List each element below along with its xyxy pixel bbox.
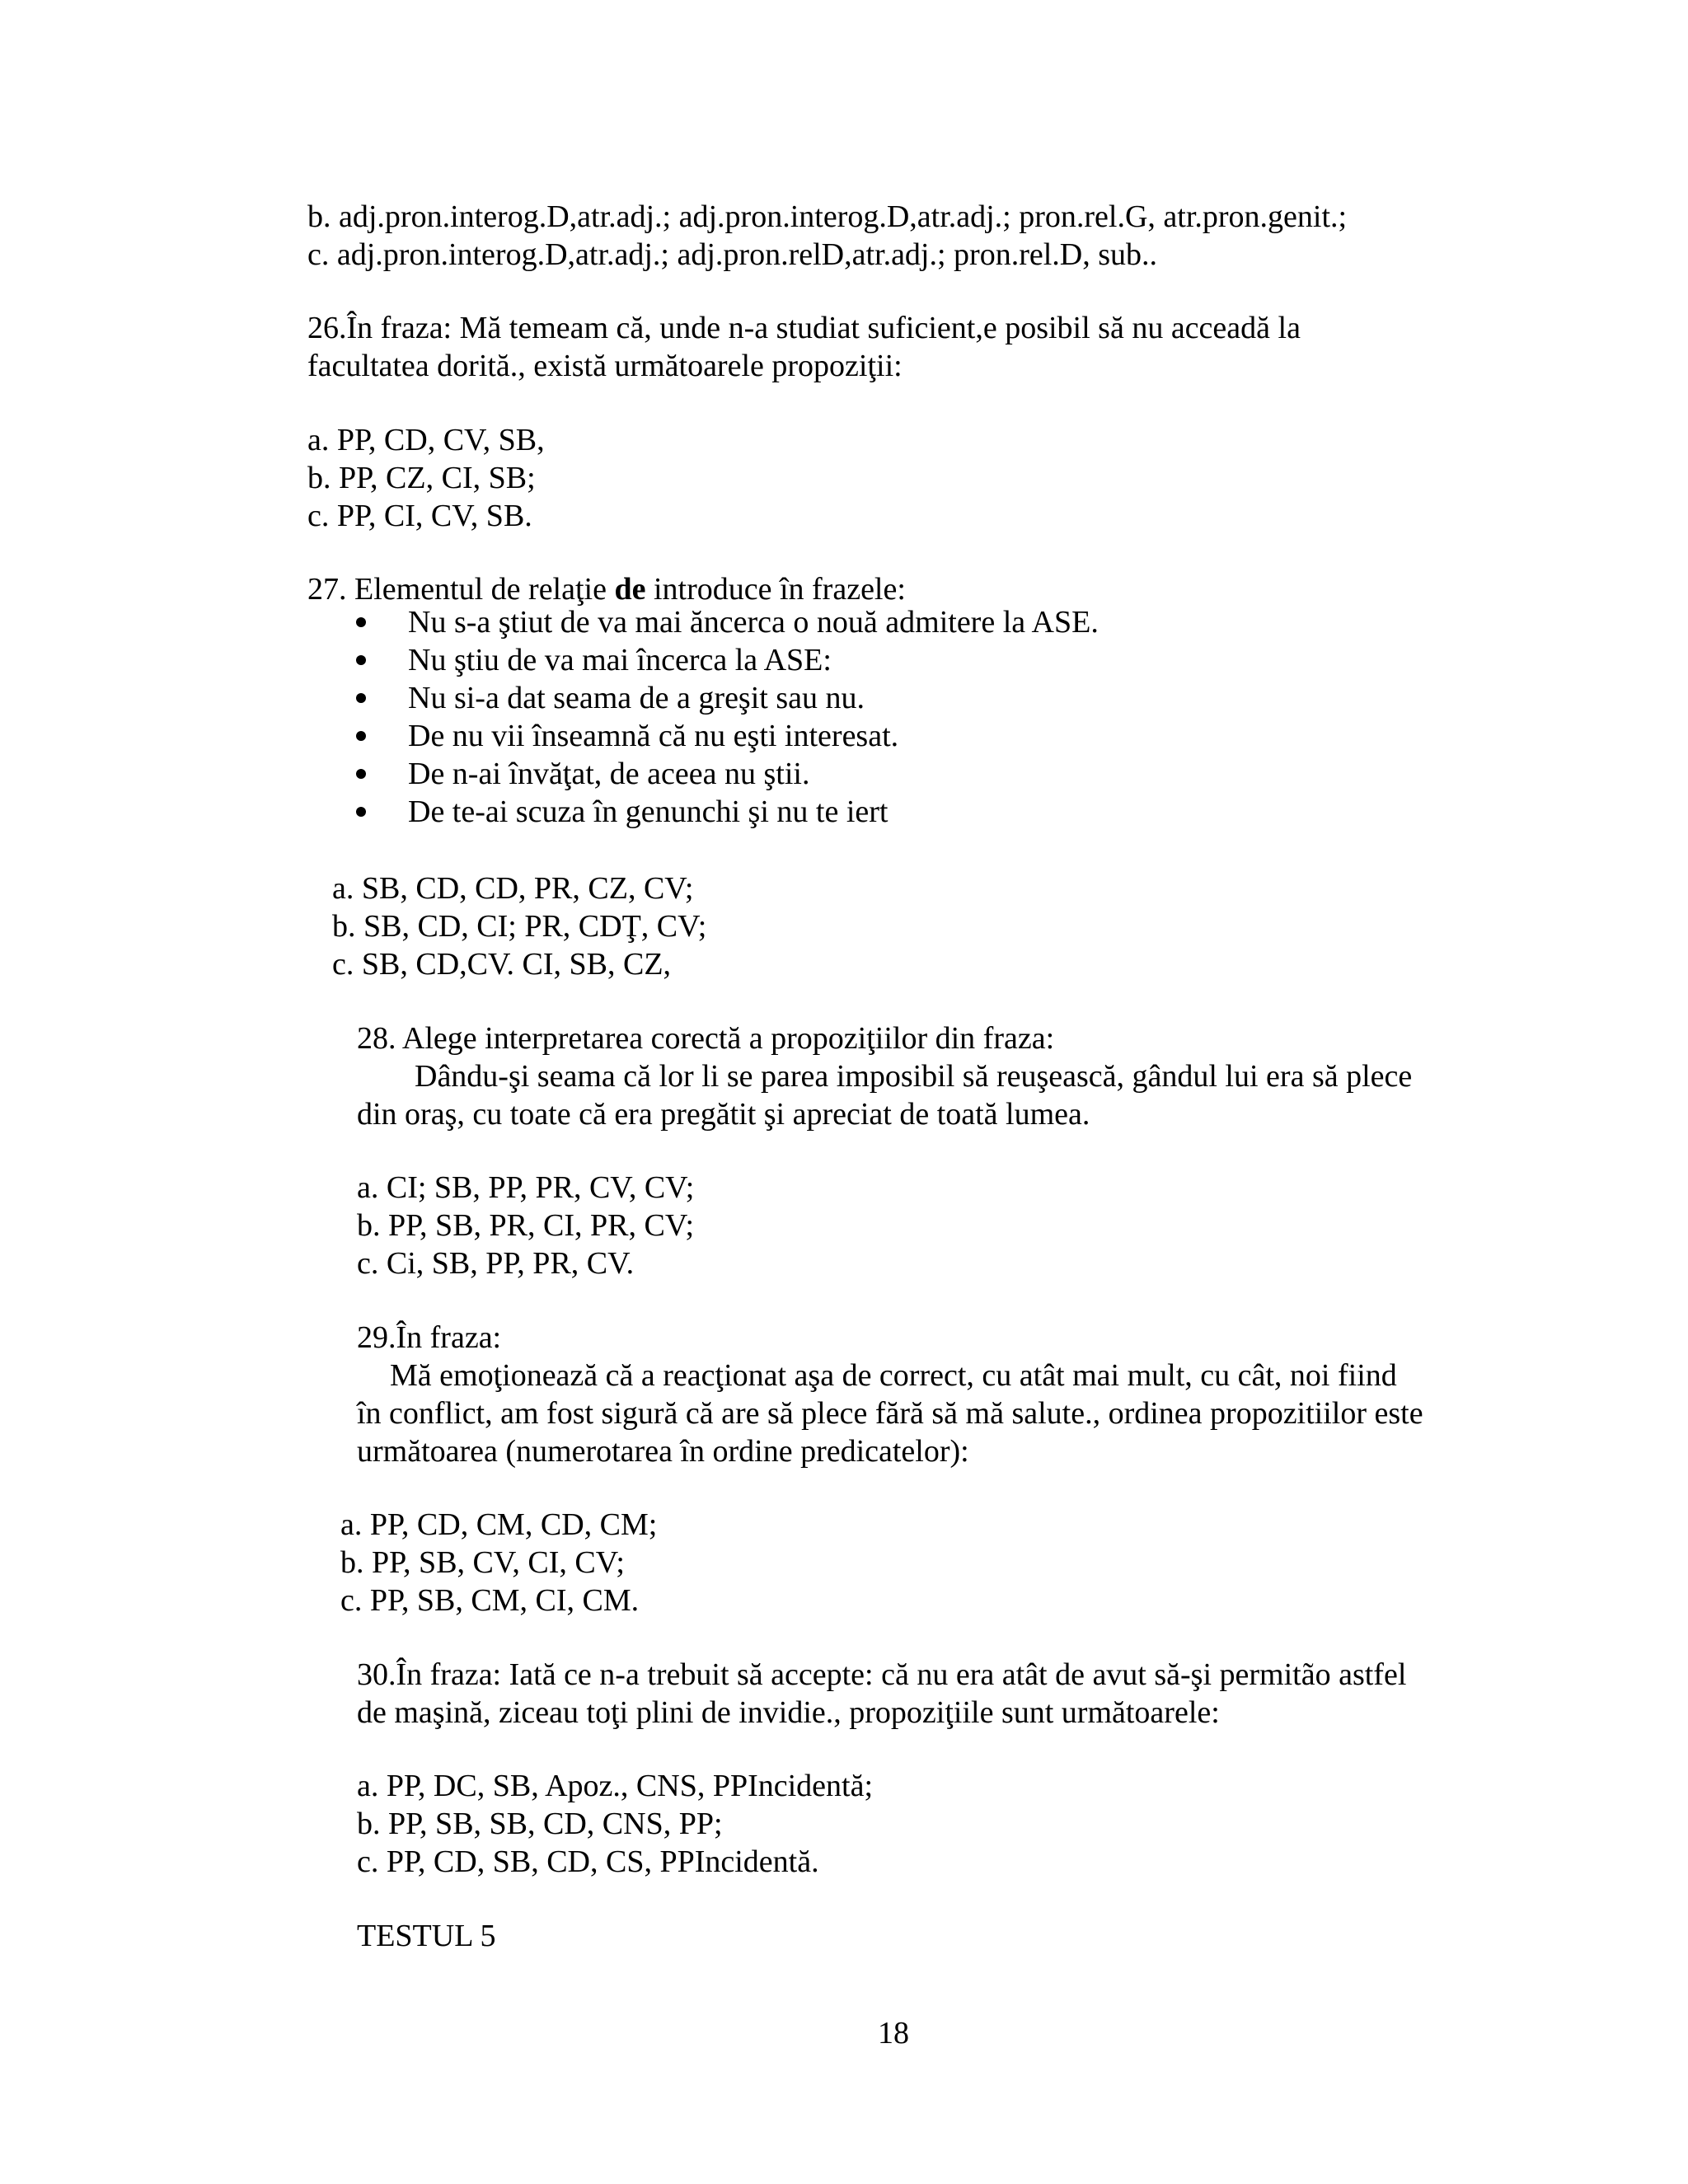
- q30-option-c: c. PP, CD, SB, CD, CS, PPIncidentă.: [357, 1844, 819, 1879]
- q30-option-a: a. PP, DC, SB, Apoz., CNS, PPIncidentă;: [357, 1769, 874, 1803]
- bullet-icon: [356, 807, 366, 817]
- q27-option-a: a. SB, CD, CD, PR, CZ, CV;: [332, 871, 694, 906]
- q26-option-a: a. PP, CD, CV, SB,: [307, 423, 545, 457]
- q28-text-line-2: Dându-şi seama că lor li se parea imposibil să reuşească, gândul lui era să plece: [415, 1059, 1413, 1094]
- q28-text-line-1: 28. Alege interpretarea corectă a propoziţiilor din fraza:: [357, 1021, 1055, 1056]
- q25-option-c: c. adj.pron.interog.D,atr.adj.; adj.pron.relD,atr.adj.; pron.rel.D, sub..: [307, 237, 1158, 272]
- q26-option-b: b. PP, CZ, CI, SB;: [307, 461, 536, 495]
- q27-keyword: de: [614, 572, 646, 607]
- q26-option-c: c. PP, CI, CV, SB.: [307, 499, 532, 533]
- q29-option-c: c. PP, SB, CM, CI, CM.: [340, 1583, 640, 1618]
- q30-text-line-2: de maşină, ziceau toţi plini de invidie., propoziţiile sunt următoarele:: [357, 1695, 1220, 1730]
- list-item-text: De nu vii înseamnă că nu eşti interesat.: [408, 719, 899, 753]
- q29-text-line-4: următoarea (numerotarea în ordine predicatelor):: [357, 1434, 969, 1469]
- list-item-text: Nu si-a dat seama de a greşit sau nu.: [408, 681, 865, 715]
- bullet-icon: [356, 731, 366, 741]
- q27-prompt-suffix: introduce în frazele:: [645, 572, 906, 607]
- bullet-icon: [356, 769, 366, 779]
- q27-option-c: c. SB, CD,CV. CI, SB, CZ,: [332, 947, 672, 982]
- q28-option-a: a. CI; SB, PP, PR, CV, CV;: [357, 1170, 695, 1205]
- bullet-icon: [356, 655, 366, 665]
- bullet-icon: [356, 693, 366, 703]
- list-item-text: Nu ştiu de va mai încerca la ASE:: [408, 643, 832, 677]
- page-number: 18: [878, 2016, 909, 2050]
- q27-option-b: b. SB, CD, CI; PR, CDŢ, CV;: [332, 909, 707, 944]
- q26-text-line-1: 26.În fraza: Mă temeam că, unde n-a studiat suficient,e posibil să nu acceadă la: [307, 311, 1301, 345]
- q28-option-c: c. Ci, SB, PP, PR, CV.: [357, 1246, 635, 1281]
- q29-text-line-1: 29.În fraza:: [357, 1320, 502, 1355]
- q26-text-line-2: facultatea dorită., există următoarele propoziţii:: [307, 349, 903, 383]
- q28-option-b: b. PP, SB, PR, CI, PR, CV;: [357, 1208, 695, 1243]
- q29-text-line-3: în conflict, am fost sigură că are să plece fără să mă salute., ordinea propozitiilor este: [357, 1396, 1423, 1431]
- q30-option-b: b. PP, SB, SB, CD, CNS, PP;: [357, 1807, 723, 1841]
- q29-text-line-2: Mă emoţionează că a reacţionat aşa de correct, cu atât mai mult, cu cât, noi fiind: [390, 1358, 1397, 1393]
- q27-prompt-prefix: 27. Elementul de relaţie: [307, 572, 615, 607]
- q30-text-line-1: 30.În fraza: Iată ce n-a trebuit să accepte: că nu era atât de avut să-şi permitão astfel: [357, 1657, 1407, 1692]
- q29-option-b: b. PP, SB, CV, CI, CV;: [340, 1545, 625, 1580]
- list-item-text: De te-ai scuza în genunchi şi nu te iert: [408, 794, 889, 829]
- list-item-text: De n-ai învăţat, de aceea nu ştii.: [408, 757, 810, 791]
- q29-option-a: a. PP, CD, CM, CD, CM;: [340, 1507, 658, 1542]
- q25-option-b: b. adj.pron.interog.D,atr.adj.; adj.pron.interog.D,atr.adj.; pron.rel.G, atr.pron.genit.;: [307, 199, 1348, 234]
- bullet-icon: [356, 617, 366, 627]
- section-heading: TESTUL 5: [357, 1919, 496, 1953]
- q28-text-line-3: din oraş, cu toate că era pregătit şi apreciat de toată lumea.: [357, 1097, 1090, 1132]
- list-item-text: Nu s-a ştiut de va mai ăncerca o nouă admitere la ASE.: [408, 605, 1099, 640]
